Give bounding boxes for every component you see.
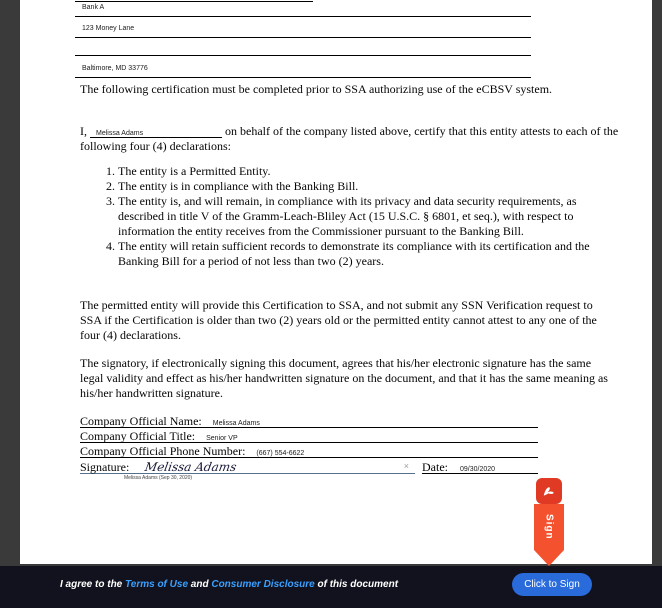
company-name-value[interactable]: Melissa Adams [212,420,260,427]
signature-field[interactable] [80,458,415,474]
sign-here-tag[interactable] [534,478,564,566]
consumer-disclosure-link[interactable]: Consumer Disclosure [211,578,315,590]
company-title-row [80,429,538,443]
acrobat-icon [536,478,562,504]
declaration-item: 1. The entity is a Permitted Entity. [118,164,616,179]
address-line1-field[interactable]: 123 Money Lane [82,25,135,32]
intro-paragraph: The following certification must be completed prior to SSA authorizing use of the eCBSV system. [80,82,553,96]
company-phone-label: Company Official Phone Number: [80,444,246,458]
sign-tag-body[interactable] [534,504,564,550]
clear-signature-icon[interactable]: × [403,461,409,471]
signature-label: Signature: [80,460,130,474]
date-field[interactable] [422,458,538,474]
field-underline [75,16,531,17]
declaration-item: 3. The entity is, and will remain, in compliance with its privacy and data security requirements, as described in title V of the Gramm-Leach-Bliley Act (15 U.S.C. § 6801, et seq.), with respect to information the entity receives from the Commissioner pursuant to the Banking Bill. [118,194,616,239]
declaration-item: 4. The entity will retain sufficient records to demonstrate its compliance with its certification and the Banking Bill for a period of not less than two (2) years. [118,239,616,269]
date-label: Date: [422,460,448,474]
electronic-signature-paragraph: The signatory, if electronically signing this document, agrees that his/her electronic signature has the same legal validity and effect as his/her handwritten signature on the document, and that it has the same meaning as his/her handwritten signature. [80,356,608,400]
certify-suffix: on behalf of the company listed above, certify that this entity attests to each of the following four (4) declarations: [80,124,619,153]
field-underline [75,77,531,78]
certify-prefix: I, [80,124,87,138]
agreement-text [60,579,398,590]
bank-name-field[interactable]: Bank A [82,4,105,11]
company-title-label: Company Official Title: [80,429,196,443]
signature-row [80,458,538,474]
field-underline [75,1,313,2]
city-state-zip-field[interactable]: Baltimore, MD 33776 [82,65,148,72]
date-value: 09/30/2020 [460,466,496,473]
company-title-value[interactable]: Senior VP [206,435,238,442]
company-phone-row [80,444,538,458]
agree-pre-text: I agree to the [60,578,126,590]
footer-bar [0,566,662,608]
terms-of-use-link[interactable]: Terms of Use [125,578,188,590]
company-phone-value[interactable]: (667) 554-6622 [256,450,305,457]
field-underline [75,37,531,38]
field-underline [75,55,531,56]
certification-validity-paragraph: The permitted entity will provide this Certification to SSA, and not submit any SSN Verification request to SSA if the Certification is older than two (2) years old or the permitted entity cannot attest to any one of the four (4) declarations. [80,298,597,342]
company-name-row [80,414,538,428]
signature-audit-text: Melissa Adams (Sep 30, 2020) [124,475,193,481]
declaration-item: 2. The entity is in compliance with the Banking Bill. [118,179,616,194]
company-name-label: Company Official Name: [80,414,202,428]
declarations-list [80,164,616,269]
agree-post-text: of this document [314,578,399,590]
click-to-sign-button[interactable]: Click to Sign [512,573,592,596]
agree-and-text: and [188,578,212,590]
arrow-down-icon [534,550,564,566]
signature-script: Melissa Adams [144,460,238,474]
certify-paragraph [80,124,620,154]
sign-tag-label: Sign [543,514,555,540]
signatory-name-field[interactable]: Melissa Adams [90,126,222,138]
